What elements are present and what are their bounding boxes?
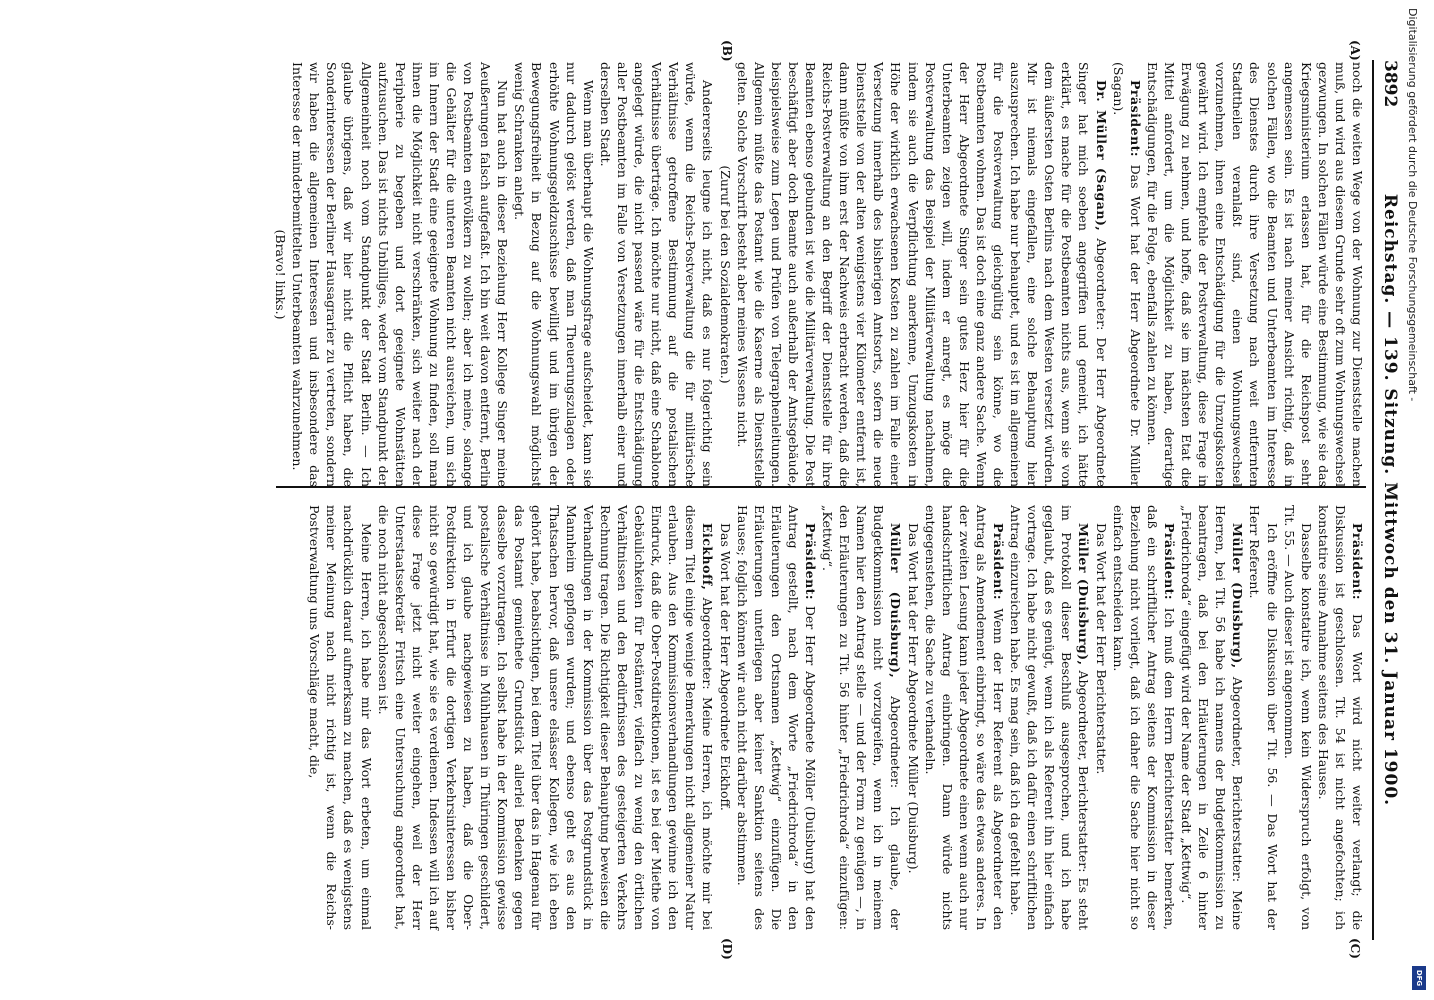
speaker-name: Präsident:	[1127, 80, 1143, 158]
speech-paragraph: Präsident: Wenn der Herr Referent als Abgeordneter den Antrag als Amendement einbringt, so wäre das etwas anderes. In der zweiten Lesung kann jeder Abgeordnete einen wenn auch nur handschriftlichen Antrag einbringen. Dann würde nichts entgegenstehen, die Sache zu verhandeln.	[922, 505, 1007, 930]
stage-direction: (Zuruf bei den Sozialdemokraten.)	[717, 165, 733, 384]
speaker-name: Präsident:	[803, 523, 818, 601]
text-paragraph: Das Wort hat der Herr Berichterstatter.	[1093, 523, 1109, 775]
speech-paragraph: Präsident: Der Herr Abgeordnete Möller (Duisburg) hat den Antrag gestellt, nach dem Worte „Friedrichroda“ in den Erläuterungen den Ortsnamen „Kettwig“ einzufügen. Die Erläuterungen unterliegen aber keiner Sanktion seitens des Hauses; folglich können wir auch nicht darüber abstimmen.	[734, 505, 818, 930]
margin-mark-d: (D)	[720, 938, 734, 960]
text-paragraph: Das Wort hat der Herr Abgeordnete Müller (Duisburg).	[905, 523, 921, 874]
dfg-logo-text: DFG	[1415, 969, 1423, 987]
speech-paragraph: Dr. Müller (Sagan), Abgeordneter: Der Herr Abgeordnete Singer hat mich soeben angegriffen und gemeint, ich hätte erklärt, es mache für die Postbeamten nichts aus, wenn sie von dem äußersten Osten Berlins nach dem Westen versetzt würden. Mir ist niemals eingefallen, eine solche Behauptung hier auszusprechen. Ich habe nur behauptet, und es ist im allgemeinen für die Postverwaltung gleichgültig sein könne, wo die Postbeamten wohnen. Das ist doch eine ganz andere Sache. Wenn der Herr Abgeordnete Singer sein gutes Herz hier für die Unterbeamten zeigen will, indem er anregt, es möge die Postverwaltung das Beispiel der Militärverwaltung nachahmen, indem sie auch die Verpflichtung anerkenne, Umzugskosten in Höhe der wirklich erwachsenen Kosten zu zahlen im Falle einer Versetzung innerhalb des bisherigen Amtsorts, sofern die neue Dienststelle von der alten wenigstens vier Kilometer entfernt ist, dann müßte von ihm erst der Nachweis erbracht werden, daß die Reichs-Postverwaltung an den Begriff der Dienststelle für ihre Beamten ebenso gebunden ist wie die Militärverwaltung. Die Post beschäftigt aber doch Beamte auch außerhalb der Amtsgebäude, beispielsweise zum Legen und Prüfen von Telegraphenleitungen. Allgemein müßte das Postamt wie die Kaserne als Dienststelle gelten. Solche Vorschrift besteht aber meines Wissens nicht.	[734, 62, 1109, 487]
text-column-right	[306, 505, 1366, 930]
speaker-name: Dr. Müller (Sagan),	[1093, 80, 1109, 232]
speaker-name: Müller (Duisburg),	[1230, 523, 1246, 669]
speech-paragraph: Müller (Duisburg), Abgeordneter: Ich glaube, der Budgetkommission nicht vorzugreifen, wenn ich in meinem Namen hier den Antrag stelle — und der Form zu genügen —, in den Erläuterungen zu Tit. 56 hinter „Friedrichroda“ einzufügen: „Kettwig“.	[820, 505, 904, 930]
margin-mark-c: (C)	[1348, 938, 1362, 959]
speaker-name: Eickhoff,	[700, 523, 716, 591]
speech-paragraph: Präsident: Ich muß dem Herrn Berichterstatter bemerken, daß ein schriftlicher Antrag seitens der Kommission in dieser Beziehung nicht vorliegt, daß ich daher die Sache hier nicht so einfach entscheiden kann.	[1110, 505, 1177, 930]
credit-text: Digitalisierung gefördert durch die Deutsche Forschungsgemeinschaft -	[1406, 8, 1419, 402]
page-header	[1376, 60, 1404, 940]
speaker-name: Präsident:	[1161, 523, 1177, 601]
text-paragraph: Meine Herren, ich habe mir das Wort erbeten, um einmal nachdrücklich darauf aufmerksam zu machen, daß es wenigstens meiner Meinung nach nicht richtig ist, wenn die Reichs-Postverwaltung uns Vorschläge macht, die,	[307, 505, 374, 930]
text-paragraph: noch die weiten Wege von der Wohnung zur Dienststelle machen muß, und wird aus diesem Grunde sehr oft zum Wohnungswechsel gezwungen. In solchen Fällen würde eine Bestimmung, wie sie das Kriegsministerium erlassen hat, für die Reichspost sehr angemessen sein. Es ist nach meiner Ansicht richtig, daß in solchen Fällen, wo die Beamten und Unterbeamten im Interesse des Dienstes durch ihre Versetzung nach weit entfernten Stadttheilen veranlaßt sind, einen Wohnungswechsel vorzunehmen, ihnen eine Entschädigung für die Umzugskosten gewährt wird. Ich empfehle der Postverwaltung, diese Frage in Erwägung zu nehmen, und hoffe, daß sie im nächsten Etat die Mittel anfordert, um die Möglichkeit zu haben, derartige Entschädigungen, für die Folge, ebenfalls zahlen zu können.	[1144, 62, 1365, 487]
speaker-name: Müller (Duisburg),	[1076, 523, 1092, 666]
dfg-logo	[1412, 966, 1426, 990]
text-paragraph: Andererseits leugne ich nicht, daß es nur folgerichtig sein würde, wenn die Reichs-Postverwaltung die für militärische Verhältnisse getroffene Bestimmung auf die postalischen Verhältnisse überträge. Ich möchte nur nicht, daß eine Schablone angelegt würde, die nicht passend wäre für die Entschädigung aller Postbeamten im Falle von Versetzungen innerhalb einer und derselben Stadt.	[597, 62, 716, 487]
page-number: 3892	[1380, 60, 1400, 108]
speaker-name: Präsident:	[991, 523, 1007, 601]
text-paragraph: Dasselbe konstatire ich, wenn kein Widerspruch erfolgt, von Tit. 55. — Auch dieser ist angenommen.	[1281, 505, 1314, 930]
text-paragraph: Wenn man überhaupt die Wohnungsfrage aufscheidet, kann sie nur dadurch gelöst werden, daß man Theuerungszulagen oder erhöhte Wohnungsgeldzuschüsse bewilligt und im übrigen der Bewegungsfreiheit in Bezug auf die Wohnungswahl möglichst wenig Schranken anlegt.	[512, 62, 596, 487]
stage-direction: (Bravo! links.)	[273, 229, 289, 320]
speech-paragraph: Präsident: Das Wort wird nicht weiter verlangt; die Diskussion ist geschlossen. Tit. 54 ist nicht angefochten; ich konstatire seine Annahme seitens des Hauses.	[1315, 505, 1365, 930]
speech-paragraph: Müller (Duisburg), Abgeordneter, Berichterstatter: Meine Herren, bei Tit. 56 habe ich namens der Budgetkommission zu beantragen, daß bei den Erläuterungen in Zeile 6 hinter „Friedrichroda“ eingefügt wird der Name der Stadt „Kettwig“.	[1179, 505, 1246, 930]
column-divider	[276, 486, 1366, 488]
text-paragraph: Das Wort hat der Herr Abgeordnete Eickhoff.	[717, 523, 733, 811]
text-column-left	[272, 62, 1366, 487]
margin-mark-b: (B)	[720, 40, 734, 62]
text-paragraph: Ich eröffne die Diskussion über Tit. 56. — Das Wort hat der Herr Referent.	[1247, 505, 1280, 930]
speaker-name: Präsident:	[1350, 523, 1365, 601]
header-rule	[1372, 60, 1374, 940]
text-paragraph: Nun hat auch in dieser Beziehung Herr Kollege Singer meine Aeußerungen falsch aufgefaßt. Ich bin weit davon entfernt, Berlin von Postbeamten entvölkern zu wollen; aber ich meine, solange die Gehälter für die unteren Beamten nicht ausreichen, um sich im Innern der Stadt eine geeignete Wohnung zu finden, soll man ihnen die Möglichkeit nicht verschränken, sich weiter nach der Peripherie zu begeben und dort geeignete Wohnstätten aufzusuchen. Das ist nichts Unbilliges, weder vom Standpunkt der Allgemeinheit noch vom Standpunkt der Stadt Berlin. — Ich glaube übrigens, daß wir hier nicht die Pflicht haben, die Sonderinteressen der Berliner Hausagrarier zu vertreten, sondern wir haben die allgemeinen Interessen und insbesondere das Interesse der minderbemittelten Unterbeamten wahrzunehmen.	[290, 62, 511, 487]
digitization-credit	[1401, 8, 1427, 992]
speaker-name: Müller (Duisburg),	[888, 523, 904, 679]
page-title: Reichstag. — 139. Sitzung. Mittwoch den 31. Januar 1900.	[1380, 193, 1400, 807]
margin-mark-a: (A)	[1348, 40, 1362, 61]
speech-paragraph: Präsident: Das Wort hat der Herr Abgeordnete Dr. Müller (Sagan).	[1110, 62, 1143, 487]
speech-paragraph: Müller (Duisburg), Abgeordneter, Berichterstatter: Es steht im Protokoll dieser Beschluß ausgesprochen, und ich habe geglaubt, daß es genügt, wenn ich als Referent ihn hier einfach vortrage. Ich habe nicht gewußt, daß ich dafür einen schriftlichen Antrag einzureichen habe. Es mag sein, daß ich da gefehlt habe.	[1008, 505, 1092, 930]
speech-paragraph: Eickhoff, Abgeordneter: Meine Herren, ich möchte mir bei diesem Titel einige wenige Bemerkungen nicht allgemeiner Natur erlauben. Aus den Kommissionsverhandlungen gewinne ich den Eindruck, daß die Ober-Postdirektionen, ist es bei der Miethe von Gebäulichkeiten für Postämter, vielfach zu wenig den örtlichen Verhältnissen und den Bedürfnissen des gesteigerten Verkehrs Rechnung tragen. Die Richtigkeit dieser Behauptung beweisen die Verhandlungen in der Kommission über das Postgrundstück in Mannheim gepflogen wurden; und ebenso geht es aus den Thatsachen hervor, daß unsere elsässer Kollegen, wie ich eben gehört habe, beabsichtigen, bei dem Titel über das in Hagenau für das Postamt gemiethete Grundstück allerlei Bedenken gegen dasselbe vorzutragen. Ich selbst habe in der Kommission gewisse postalische Verhältnisse in Mühlhausen in Thüringen geschildert, und ich glaube nachgewiesen zu haben, daß die Ober-Postdirektion in Erfurt die dortigen Verkehrsinteressen bisher nicht so gewürdigt hat, wie sie es verdienen. Indessen will ich auf diese Frage jetzt nicht weiter eingehen, weil der Herr Unterstaatssekretär Fritsch eine Untersuchung angeordnet hat, die noch nicht abgeschlossen ist.	[375, 505, 716, 930]
